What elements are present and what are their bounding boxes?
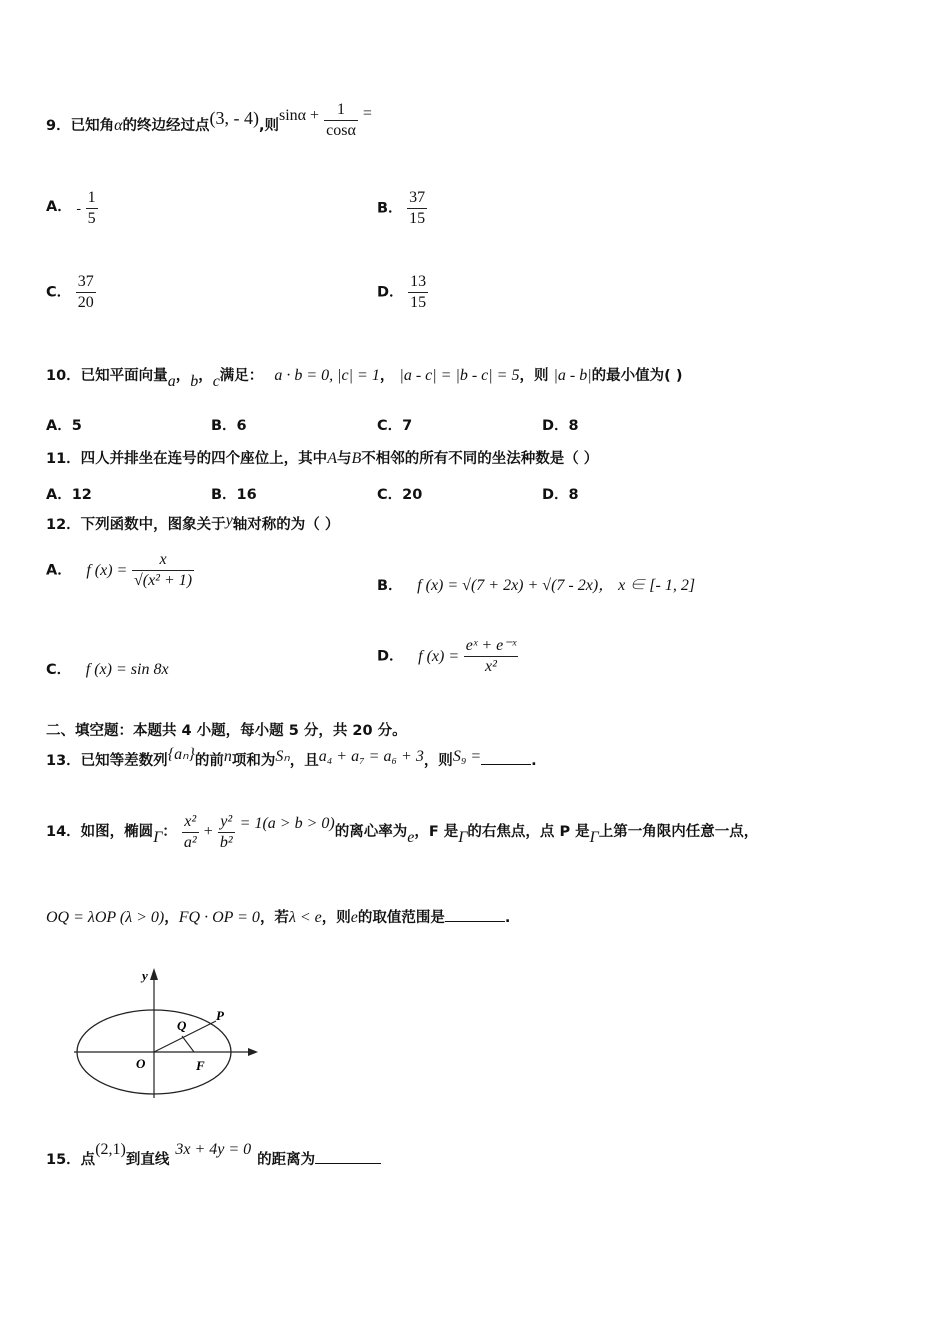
q9-option-d[interactable]: D． $\frac{13}{15}$ — [377, 273, 427, 311]
question-13: 13．已知等差数列{aₙ}的前n项和为Sₙ，且a₄ + a₇ = a₆ + 3，则S₉ = . — [46, 746, 537, 769]
question-14: 14．如图，椭圆Γ： $\frac{\text{x²}}{\text{a²}}$ + $\frac{\text{y²}}{\text{b²}}$ = 1(a > b > 0)的离心率为e，F 是Γ的右焦点，点 P 是Γ上第一角限内任意一点， — [46, 812, 759, 851]
q10-option-c[interactable]: C．7 — [377, 418, 413, 434]
q11-option-a[interactable]: A．12 — [46, 487, 92, 503]
question-12: 12．下列函数中，图象关于y轴对称的为（ ） — [46, 512, 340, 533]
q10-option-b[interactable]: B．6 — [211, 418, 247, 434]
q11-option-c[interactable]: C．20 — [377, 487, 423, 503]
label-f: F — [196, 1058, 205, 1073]
q10-option-a[interactable]: A．5 — [46, 418, 82, 434]
label-q: Q — [177, 1018, 187, 1033]
question-11: 11．四人并排坐在连号的四个座位上，其中A与B不相邻的所有不同的坐法种数是（ ） — [46, 450, 599, 467]
q9-fraction: $\frac{1}{\cos\alpha}$ — [326, 100, 356, 139]
question-9: 9．已知角α的终边经过点(3, - 4),则sinα + $\frac{1}{\cos\alpha}$ = — [46, 100, 372, 139]
label-y: y — [142, 968, 148, 983]
question-15: 15．点(2,1)到直线3x + 4y = 0的距离为 — [46, 1143, 381, 1177]
q12-option-a[interactable]: A． f (x) = $\frac{x}{\text{√(x² + 1)}}$ — [46, 551, 193, 589]
q15-answer-blank[interactable] — [315, 1149, 381, 1164]
q9-option-b[interactable]: B． $\frac{37}{15}$ — [377, 189, 426, 227]
q11-option-d[interactable]: D．8 — [542, 487, 579, 503]
q13-answer-blank[interactable] — [481, 750, 531, 765]
q9-option-c[interactable]: C． $\frac{37}{20}$ — [46, 273, 94, 311]
q11-option-b[interactable]: B．16 — [211, 487, 257, 503]
q9-option-a[interactable]: A． - $\frac{1}{5}$ — [46, 189, 96, 227]
segment-fq — [182, 1036, 194, 1052]
ellipse-figure — [50, 960, 270, 1100]
q14-answer-blank[interactable] — [445, 907, 505, 922]
q12-option-c[interactable]: C． f (x) = sin 8x — [46, 661, 169, 678]
q12-option-b[interactable]: B． f (x) = √(7 + 2x) + √(7 - 2x)， x ∈ [- 1, 2] — [377, 577, 696, 594]
q10-option-d[interactable]: D．8 — [542, 418, 579, 434]
y-axis-arrow — [150, 968, 158, 980]
label-o: O — [136, 1056, 146, 1071]
x-axis-arrow — [248, 1048, 258, 1056]
q10-label: 10．已知平面向量 — [46, 368, 168, 384]
question-10: 10．已知平面向量a，b，c满足： a · b = 0, |c| = 1， |a - c| = |b - c| = 5，则 |a - b|的最小值为( ) — [46, 367, 683, 390]
label-p: P — [216, 1008, 224, 1023]
section-heading: 二、填空题：本题共 4 小题，每小题 5 分，共 20 分。 — [46, 723, 407, 739]
q12-option-d[interactable]: D． f (x) = $\frac{\text{eˣ + e⁻ˣ}}{\text{x²}}$ — [377, 637, 517, 675]
q9-label: 9．已知角 — [46, 118, 115, 134]
question-14-line2: OQ = λOP (λ > 0)，FQ · OP = 0，若λ < e，则e的取值范围是 . — [46, 909, 511, 926]
